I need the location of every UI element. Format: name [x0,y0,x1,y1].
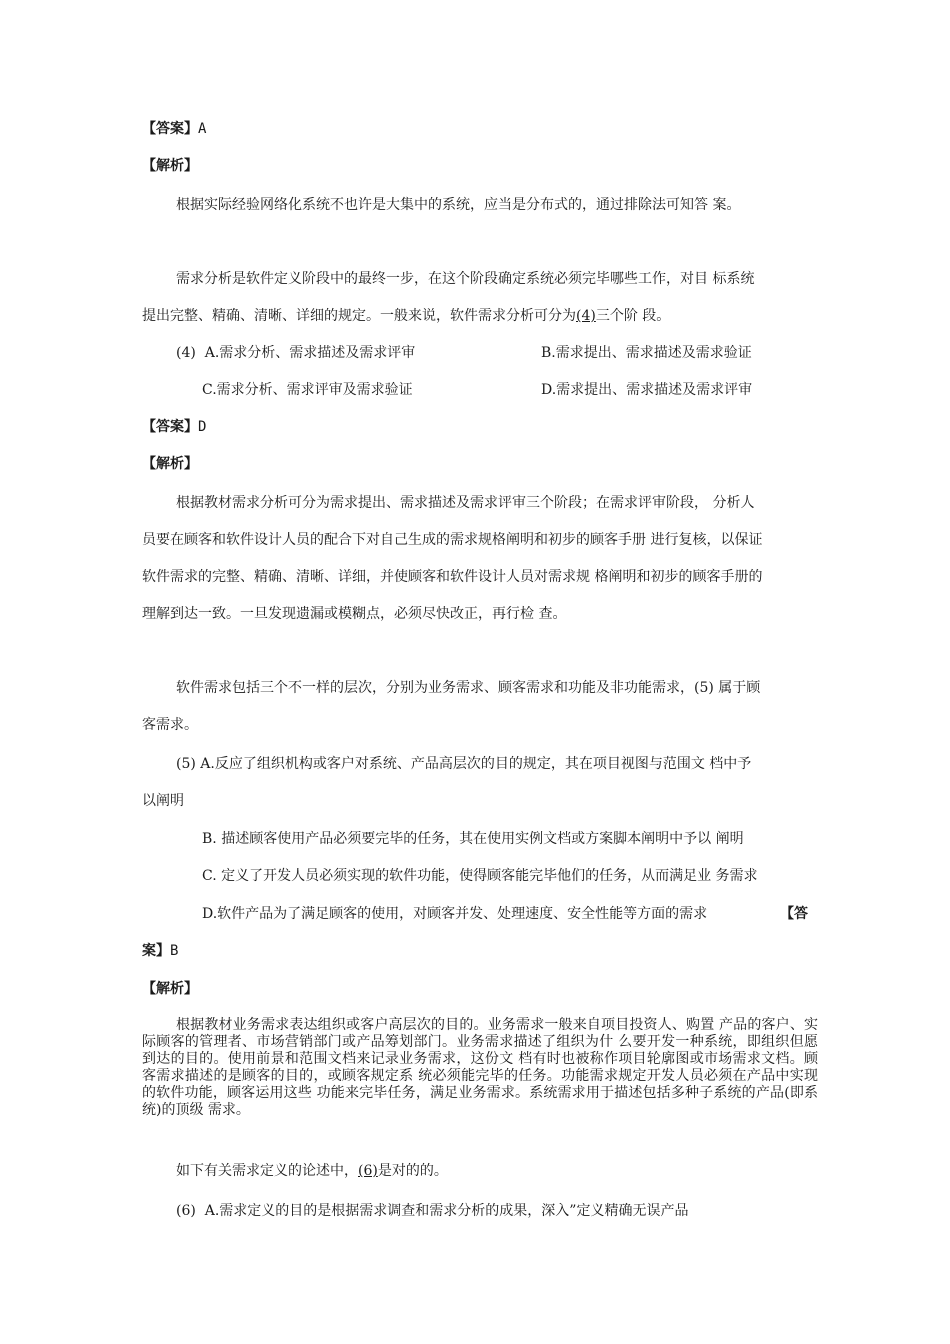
q4-stem-blank: (4) [576,308,596,324]
q4-analysis-line-1: 根据教材需求分析可分为需求提出、需求描述及需求评审三个阶段；在需求评审阶段， 分析人 [176,495,755,511]
q5-option-a-line-1: (5) A.反应了组织机构或客户对系统、产品高层次的目的规定，其在项目视图与范围文 档中予 [176,756,752,772]
answer-line-2 [142,418,206,436]
q4-analysis-line-3: 软件需求的完整、精确、清晰、详细，并使顾客和软件设计人员对需求规 格阐明和初步的顾客手册的 [142,569,763,585]
q4-stem-line-2 [142,307,670,325]
q4-option-c: C.需求分析、需求评审及需求验证 [202,382,413,398]
analysis-label-2 [142,455,198,473]
answer-line-3 [142,942,178,960]
answer-label-part-2: 案】 [142,943,170,959]
analysis-label-1 [142,157,198,175]
answer-value: B [170,943,179,959]
answer-value: D [198,419,207,435]
q4-option-d: D.需求提出、需求描述及需求评审 [541,382,753,398]
answer-label: 【答案】 [142,121,198,137]
q6-stem-text-b: 是对的的。 [377,1163,448,1179]
q5-option-c: C. 定义了开发人员必须实现的软件功能，使得顾客能完毕他们的任务，从而满足业 务需求 [202,868,758,884]
q5-option-d: D.软件产品为了满足顾客的使用，对顾客并发、处理速度、安全性能等方面的需求 [202,906,708,922]
q4-option-a-row [176,344,415,362]
q4-stem-text-b: 三个阶 段。 [595,308,671,324]
q6-stem [176,1162,448,1180]
q4-option-a: A.需求分析、需求描述及需求评审 [204,345,416,361]
answer-value: A [198,121,207,137]
q6-option-a-row [176,1202,688,1220]
analysis-label: 【解析】 [142,981,198,997]
q4-stem-line-1: 需求分析是软件定义阶段中的最终一步，在这个阶段确定系统必须完毕哪些工作，对目 标系统 [176,271,755,287]
answer-label: 【答案】 [142,419,198,435]
q5-stem-line-1: 软件需求包括三个不一样的层次，分别为业务需求、顾客需求和功能及非功能需求，(5) 属于顾 [176,680,761,696]
q5-option-b: B. 描述顾客使用产品必须要完毕的任务，其在使用实例文档或方案脚本阐明中予以 阐明 [202,831,744,847]
q4-option-b: B.需求提出、需求描述及需求验证 [541,345,752,361]
q5-option-a-line-2: 以阐明 [142,793,184,809]
analysis-label-3 [142,980,198,998]
q4-number: (4) [176,345,196,361]
answer-line-1 [142,120,206,138]
q6-option-a: A.需求定义的目的是根据需求调查和需求分析的成果，深入”定义精确无误产品 [204,1203,689,1219]
analysis-label: 【解析】 [142,456,198,472]
q4-analysis-line-4: 理解到达一致。一旦发现遗漏或模糊点，必须尽快改正，再行检 查。 [142,606,567,622]
q6-stem-blank: (6) [358,1163,378,1179]
q6-number: (6) [176,1203,196,1219]
q5-analysis-paragraph: 根据教材业务需求表达组织或客户高层次的目的。业务需求一般来自项目投资人、购置 产品的客户、实际顾客的管理者、市场营销部门或产品筹划部门。业务需求描述了组织为什 么要开发一种系统，即组织但愿到达的目的。使用前景和范围文档来记录业务需求，这份文 档有时也被称作项目轮廓图或市场需求文档。顾客需求描述的是顾客的目的，或顾客规定系 统必须能完毕的任务。功能需求规定开发人员必须在产品中实现的软件功能，顾客运用这些 功能来完毕任务，满足业务需求。系统需求用于描述包括多种子系统的产品(即系统)的顶级 需求。 [142,1017,818,1118]
q4-stem-text-a: 提出完整、精确、清晰、详细的规定。一般来说，软件需求分析可分为 [142,308,576,324]
q5-stem-line-2: 客需求。 [142,717,198,733]
analysis-label: 【解析】 [142,158,198,174]
q4-analysis-line-2: 员要在顾客和软件设计人员的配合下对自己生成的需求规格阐明和初步的顾客手册 进行复核，以保证 [142,532,763,548]
answer-label-part-1: 【答 [780,906,808,922]
q6-stem-text-a: 如下有关需求定义的论述中， [176,1163,358,1179]
analysis-text-1: 根据实际经验网络化系统不也许是大集中的系统，应当是分布式的，通过排除法可知答 案。 [176,197,741,213]
